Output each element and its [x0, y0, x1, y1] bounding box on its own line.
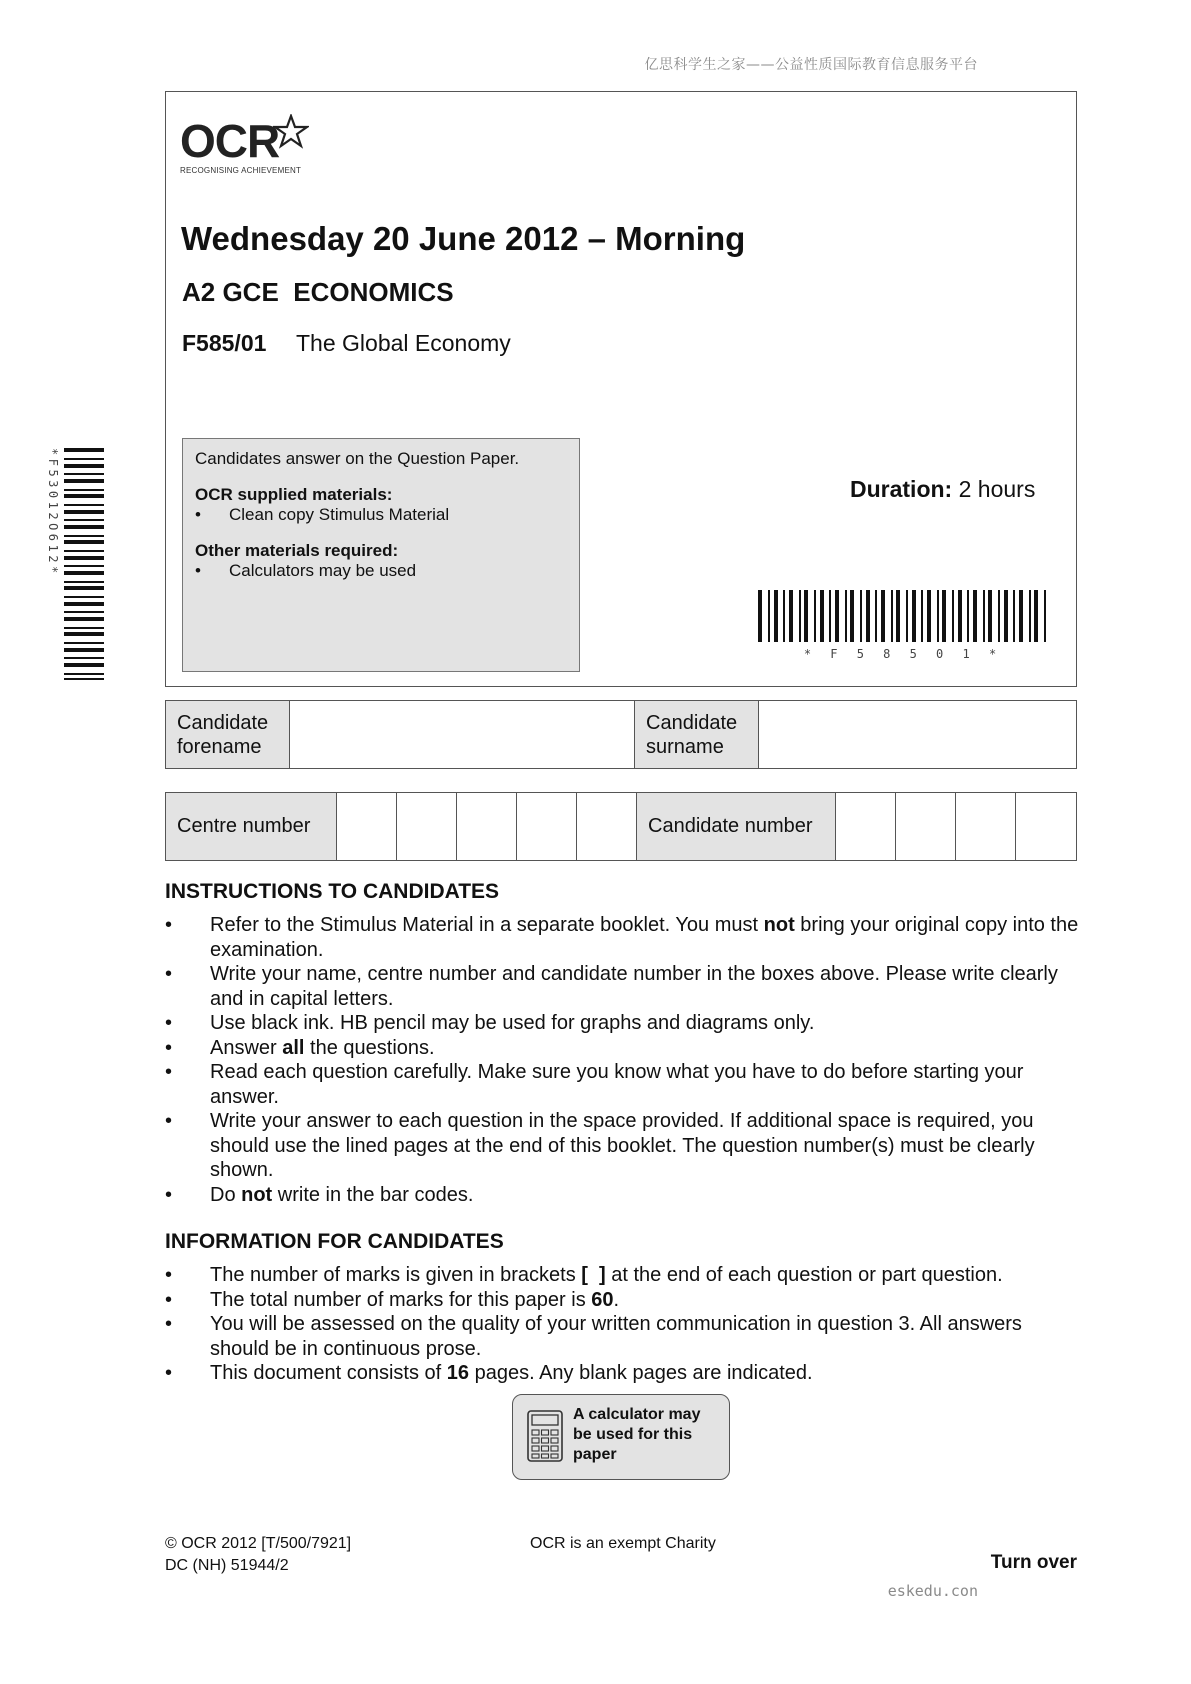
footer-copyright: © OCR 2012 [T/500/7921]	[165, 1535, 352, 1552]
footer-charity: OCR is an exempt Charity	[530, 1535, 716, 1552]
forename-field[interactable]	[290, 701, 635, 769]
star-icon	[273, 114, 309, 150]
barcode-main-text: * F 5 8 5 0 1 *	[803, 647, 1003, 661]
supplied-item: • Clean copy Stimulus Material	[195, 505, 450, 524]
centre-digit-1[interactable]	[337, 793, 397, 861]
list-item: • Refer to the Stimulus Material in a separate booklet. You must not bring your original copy into the examination.	[165, 914, 1079, 961]
instructions-heading: INSTRUCTIONS TO CANDIDATES	[165, 880, 500, 903]
candidate-digit-3[interactable]	[956, 793, 1016, 861]
centre-number-label: Centre number	[166, 793, 337, 861]
centre-digit-2[interactable]	[397, 793, 457, 861]
candidate-number-label: Candidate number	[637, 793, 836, 861]
forename-label: Candidate forename	[166, 701, 290, 769]
list-item: • Use black ink. HB pencil may be used for graphs and diagrams only.	[165, 1012, 815, 1034]
information-list	[165, 1263, 1085, 1386]
calculator-note	[512, 1394, 730, 1480]
surname-label: Candidate surname	[635, 701, 759, 769]
calculator-icon	[527, 1410, 563, 1462]
unit-name: The Global Economy	[296, 330, 511, 356]
logo-tagline: RECOGNISING ACHIEVEMENT	[180, 166, 302, 175]
footer-ref: DC (NH) 51944/2	[165, 1557, 289, 1574]
surname-field[interactable]	[759, 701, 1077, 769]
number-table	[165, 792, 1077, 861]
list-item: • The number of marks is given in brackets [ ] at the end of each question or part question.	[165, 1264, 1003, 1286]
calculator-text: A calculator may be used for this paper	[573, 1406, 701, 1463]
centre-digit-4[interactable]	[517, 793, 577, 861]
instructions-list	[165, 913, 1085, 1207]
supplied-heading: OCR supplied materials:	[195, 485, 393, 504]
list-item: • Answer all the questions.	[165, 1036, 435, 1059]
barcode-main	[758, 590, 1048, 661]
information-heading: INFORMATION FOR CANDIDATES	[165, 1230, 504, 1253]
duration-value: 2 hours	[952, 476, 1036, 502]
barcode-side	[46, 448, 104, 680]
list-item: • Read each question carefully. Make sure you know what you have to do before starting your answer.	[165, 1061, 1024, 1108]
list-item: • Write your answer to each question in the space provided. If additional space is required, you should use the lined pages at the end of this booklet. The question number(s) must be clearly shown.	[165, 1110, 1035, 1181]
candidate-digit-4[interactable]	[1016, 793, 1077, 861]
other-item: • Calculators may be used	[195, 561, 417, 580]
materials-intro: Candidates answer on the Question Paper.	[195, 449, 520, 468]
name-table	[165, 700, 1077, 769]
barcode-main-bars	[758, 590, 1048, 642]
candidate-digit-2[interactable]	[896, 793, 956, 861]
duration-label: Duration:	[850, 476, 953, 502]
unit-code: F585/01	[182, 330, 267, 356]
list-item: • This document consists of 16 pages. Any blank pages are indicated.	[165, 1362, 813, 1384]
watermark-bottom: eskedu.con	[887, 1582, 978, 1600]
list-item: • Write your name, centre number and candidate number in the boxes above. Please write clearly and in capital letters.	[165, 963, 1058, 1010]
ocr-logo	[180, 115, 309, 175]
other-heading: Other materials required:	[195, 541, 399, 560]
centre-digit-5[interactable]	[577, 793, 637, 861]
turn-over: Turn over	[990, 1552, 1077, 1573]
list-item: • You will be assessed on the quality of your written communication in question 3. All answers should be in continuous prose.	[165, 1313, 1022, 1360]
barcode-side-text: *F53012O612*	[46, 448, 60, 577]
centre-digit-3[interactable]	[457, 793, 517, 861]
duration	[850, 476, 1035, 503]
list-item: • The total number of marks for this paper is 60.	[165, 1288, 620, 1311]
materials-box	[182, 438, 580, 672]
exam-date-title: Wednesday 20 June 2012 – Morning	[181, 220, 746, 257]
watermark-top: 亿思科学生之家——公益性质国际教育信息服务平台	[644, 57, 978, 73]
candidate-digit-1[interactable]	[836, 793, 896, 861]
barcode-side-bars	[64, 448, 104, 680]
subject-title: A2 GCE ECONOMICS	[182, 277, 454, 307]
list-item: • Do not write in the bar codes.	[165, 1183, 474, 1206]
logo-word: OCR	[180, 115, 280, 167]
